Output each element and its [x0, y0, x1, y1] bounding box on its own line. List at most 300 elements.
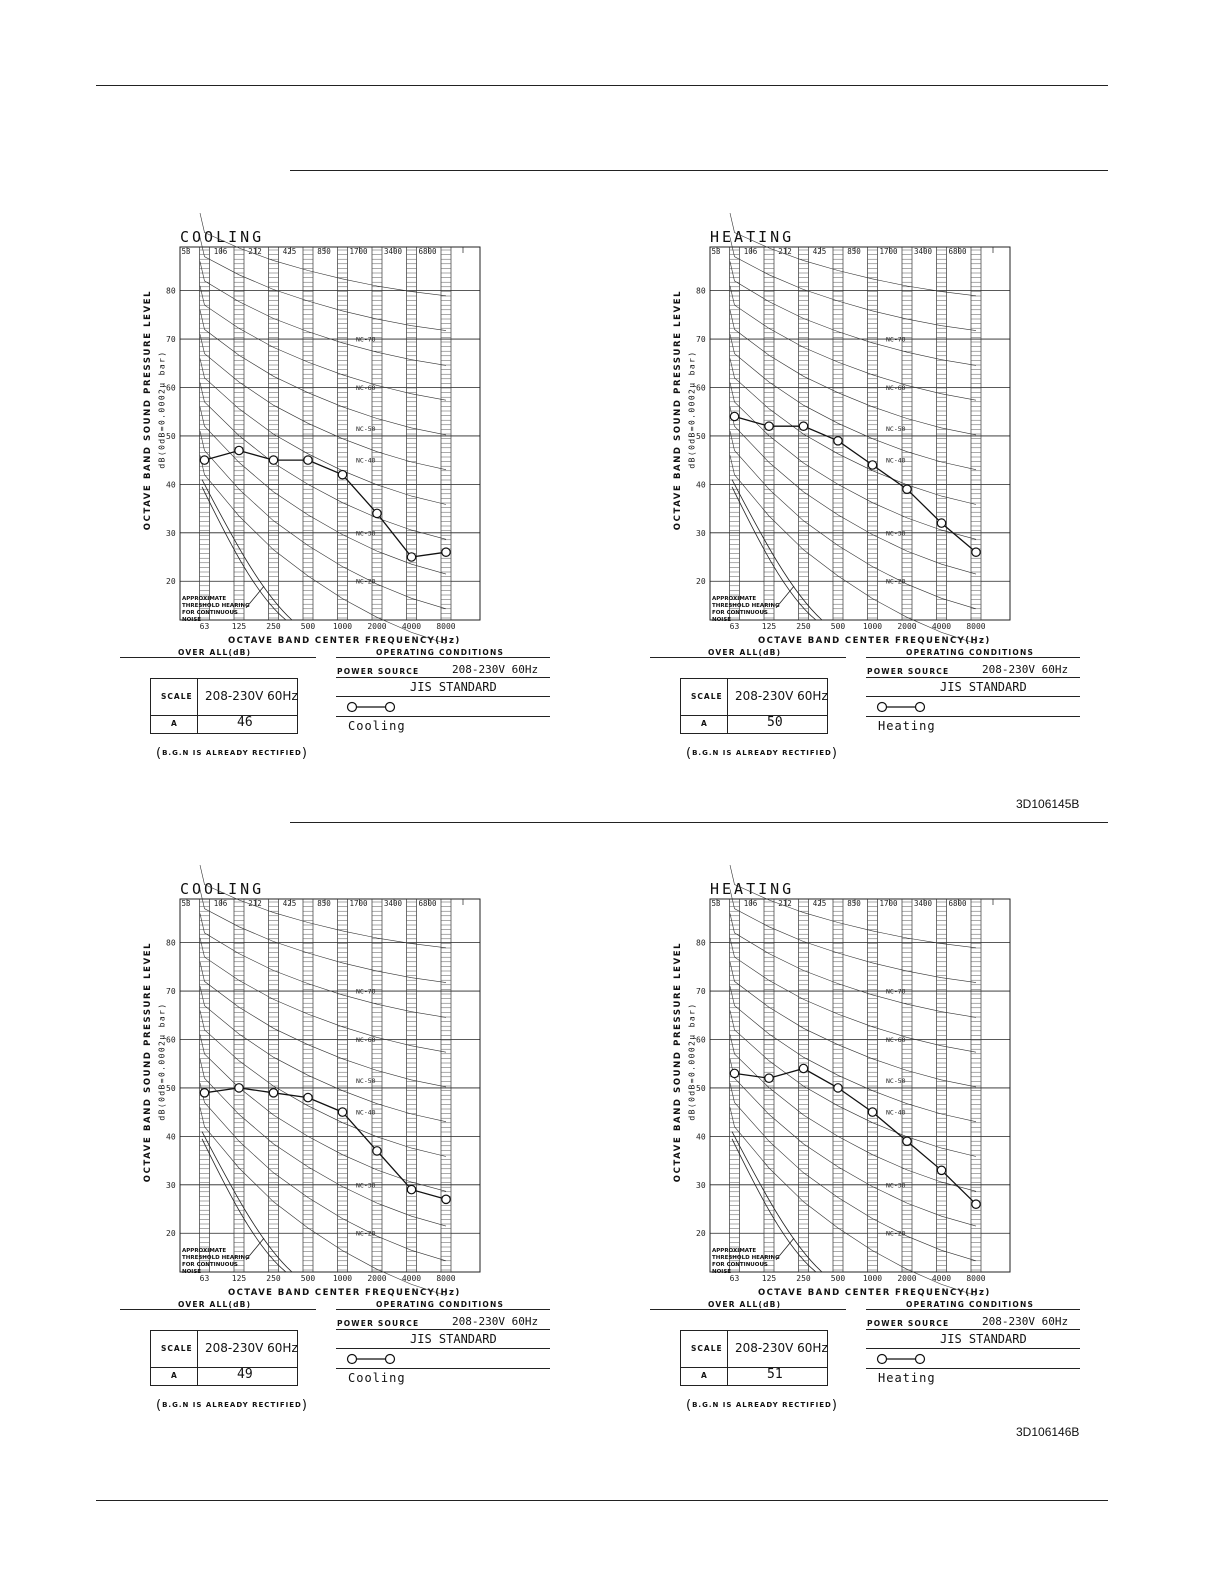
bgn-note-text: B.G.N IS ALREADY RECTIFIED	[162, 1401, 302, 1409]
x-tick-label: 4000	[931, 1274, 952, 1283]
x-tick-label: 125	[231, 622, 247, 631]
data-point	[903, 1137, 911, 1145]
nc-label: NC-40	[886, 456, 906, 465]
band-column	[868, 899, 878, 1272]
x-tick-label: 1000	[862, 622, 883, 631]
data-point	[373, 509, 381, 517]
band-column	[372, 899, 382, 1272]
x-tick-label: 250	[266, 1274, 281, 1283]
data-point	[834, 1084, 842, 1092]
scale-value: 208-230V 60Hz	[735, 1341, 828, 1355]
band-column	[303, 899, 313, 1272]
x-axis-label: OCTAVE BAND CENTER FREQUENCY(Hz)	[758, 1288, 991, 1298]
chart-title: COOLING	[180, 228, 265, 246]
y-tick-label: 80	[166, 286, 176, 296]
band-column	[338, 899, 348, 1272]
nc-label: NC-50	[886, 425, 906, 434]
paren-close: )	[831, 1398, 838, 1413]
y-tick-label: 70	[166, 335, 176, 345]
threshold-note-line: APPROXIMATE	[182, 1248, 227, 1254]
overall-a-value: 49	[237, 1367, 253, 1382]
nc-curve	[730, 962, 976, 1087]
drawing-code-2: 3D106146B	[1016, 1425, 1080, 1439]
over-all-rule	[120, 1309, 316, 1310]
nc-label: NC-30	[886, 529, 906, 538]
standard-label: JIS STANDARD	[410, 680, 497, 694]
nc-label: NC-40	[886, 1108, 906, 1117]
data-point	[269, 1089, 277, 1097]
operating-title: OPERATING CONDITIONS	[376, 1300, 505, 1309]
threshold-note-line: FOR CONTINUOUS	[712, 610, 768, 616]
y-tick-label: 70	[696, 335, 706, 345]
bgn-note	[686, 746, 838, 761]
threshold-note-line: NOISE	[712, 617, 732, 623]
band-column	[868, 247, 878, 620]
x-tick-label: 250	[796, 1274, 811, 1283]
nc-label: NC-20	[356, 577, 376, 586]
nc-curve	[200, 938, 446, 1052]
nc-label: NC-50	[356, 1077, 376, 1086]
threshold-note-line: NOISE	[182, 1269, 202, 1275]
band-edge-label: 106	[743, 247, 758, 256]
threshold-note-line: THRESHOLD HEARING	[712, 603, 780, 609]
y-axis-label: OCTAVE BAND SOUND PRESSURE LEVEL	[143, 289, 153, 531]
data-point	[269, 456, 277, 464]
band-edge-label: 3400	[383, 899, 403, 908]
paren-open: (	[156, 746, 163, 761]
threshold-note-line: FOR CONTINUOUS	[182, 1262, 238, 1268]
data-point	[834, 437, 842, 445]
y-tick-label: 20	[166, 1229, 176, 1239]
mode-label: Heating	[878, 719, 936, 733]
chart-panel-cooling-1	[130, 220, 550, 780]
band-edge-label: 6800	[948, 247, 967, 256]
y-tick-label: 60	[166, 383, 176, 393]
nc-label: NC-60	[356, 383, 376, 392]
y-tick-label: 20	[696, 1229, 706, 1239]
operating-title: OPERATING CONDITIONS	[376, 648, 505, 657]
y-axis-sublabel: dB(0dB=0.0002μ bar)	[157, 1002, 167, 1121]
band-edge-label: 6800	[418, 899, 437, 908]
band-edge-label: 850	[847, 247, 861, 256]
band-column	[730, 899, 740, 1272]
bgn-note-text: B.G.N IS ALREADY RECTIFIED	[162, 749, 302, 757]
chart-panel-heating-2	[660, 872, 1080, 1432]
band-column	[971, 899, 981, 1272]
power-source-value: 208-230V 60Hz	[452, 1315, 539, 1328]
data-point	[937, 519, 945, 527]
legend-rule	[866, 716, 1080, 717]
band-edge-label: 1700	[879, 899, 898, 908]
overall-a-value: 51	[767, 1367, 783, 1382]
data-point	[765, 1074, 773, 1082]
nc-label: NC-60	[886, 1035, 906, 1044]
top-rule	[96, 85, 1108, 86]
a-label: A	[171, 1371, 177, 1380]
x-tick-label: 250	[796, 622, 811, 631]
threshold-note	[182, 596, 250, 624]
band-column	[902, 247, 912, 620]
data-point	[868, 1108, 876, 1116]
nc-curve	[200, 262, 446, 366]
scale-value: 208-230V 60Hz	[205, 1341, 298, 1355]
y-tick-label: 80	[166, 938, 176, 948]
paren-close: )	[301, 746, 308, 761]
nc-label: NC-60	[356, 1035, 376, 1044]
band-edge-label: 106	[213, 247, 228, 256]
y-tick-label: 40	[166, 480, 176, 490]
bgn-note-text: B.G.N IS ALREADY RECTIFIED	[692, 749, 832, 757]
nc-curve	[730, 262, 976, 366]
operating-rule	[866, 1309, 1080, 1310]
legend-symbol	[878, 1355, 925, 1364]
nc-label: NC-50	[886, 1077, 906, 1086]
over-all-rule	[120, 657, 316, 658]
chart-panel-cooling-2	[130, 872, 550, 1432]
series-line	[205, 451, 447, 558]
nc-label: NC-70	[356, 335, 376, 344]
threshold-note-line: THRESHOLD HEARING	[712, 1255, 780, 1261]
nc-curve	[730, 286, 976, 400]
over-all-title: OVER ALL(dB)	[178, 1300, 252, 1309]
data-point	[799, 422, 807, 430]
band-edge-label: 53	[711, 899, 721, 908]
plot-frame	[180, 247, 480, 620]
legend-rule	[866, 1368, 1080, 1369]
nc-label: NC-30	[356, 1181, 376, 1190]
y-tick-label: 30	[166, 528, 176, 538]
section-rule-2	[290, 822, 1108, 823]
x-tick-label: 500	[300, 622, 316, 631]
data-point	[730, 412, 738, 420]
a-label: A	[701, 719, 707, 728]
power-source-rule	[866, 677, 1080, 678]
scale-label: SCALE	[691, 1344, 723, 1353]
y-tick-label: 60	[696, 1035, 706, 1045]
band-edge-label: 850	[317, 247, 331, 256]
threshold-note	[712, 1248, 780, 1276]
band-edge-label: 850	[847, 899, 861, 908]
legend-symbol	[348, 703, 395, 712]
over-all-table	[680, 678, 828, 734]
data-point	[235, 1084, 243, 1092]
nc-curve	[200, 310, 446, 435]
x-tick-label: 63	[729, 622, 740, 631]
band-edge-label: 1700	[879, 247, 898, 256]
threshold-note-line: FOR CONTINUOUS	[712, 1262, 768, 1268]
paren-open: (	[156, 1398, 163, 1413]
band-edge-label: 3400	[913, 899, 933, 908]
data-point	[407, 1185, 415, 1193]
data-point	[765, 422, 773, 430]
power-source-value: 208-230V 60Hz	[982, 663, 1069, 676]
plot-frame	[180, 899, 480, 1272]
y-tick-label: 50	[696, 1083, 706, 1093]
data-point	[407, 553, 415, 561]
operating-rule	[866, 657, 1080, 658]
threshold-note-line: NOISE	[182, 617, 202, 623]
chart-title: COOLING	[180, 880, 265, 898]
standard-label: JIS STANDARD	[940, 680, 1027, 694]
x-tick-label: 8000	[966, 1274, 986, 1283]
band-edge-label: 850	[317, 899, 331, 908]
band-column	[902, 899, 912, 1272]
nc-label: NC-30	[886, 1181, 906, 1190]
band-edge-label: 425	[282, 899, 297, 908]
power-source-value: 208-230V 60Hz	[982, 1315, 1069, 1328]
data-point	[200, 456, 208, 464]
overall-a-value: 46	[237, 715, 253, 730]
band-edge-label: 106	[213, 899, 228, 908]
band-edge-label: 3400	[383, 247, 403, 256]
band-edge-label: 3400	[913, 247, 933, 256]
power-source-label: POWER SOURCE	[337, 667, 420, 676]
over-all-title: OVER ALL(dB)	[708, 1300, 782, 1309]
band-column	[303, 247, 313, 620]
x-tick-label: 4000	[931, 622, 952, 631]
band-edge-label: 425	[812, 899, 827, 908]
band-edge-label: 1700	[349, 247, 368, 256]
over-all-title: OVER ALL(dB)	[708, 648, 782, 657]
y-tick-label: 60	[696, 383, 706, 393]
chart-panel-heating-1	[660, 220, 1080, 780]
paren-open: (	[686, 746, 693, 761]
nc-label: NC-40	[356, 456, 376, 465]
band-edge-label: 106	[743, 899, 758, 908]
bgn-note	[686, 1398, 838, 1413]
x-tick-label: 125	[761, 622, 777, 631]
band-edge-label: 425	[282, 247, 297, 256]
data-point	[730, 1069, 738, 1077]
band-edge-label: 1700	[349, 899, 368, 908]
x-tick-label: 8000	[436, 1274, 456, 1283]
x-tick-label: 63	[729, 1274, 740, 1283]
data-point	[200, 1089, 208, 1097]
y-tick-label: 80	[696, 286, 706, 296]
data-point	[373, 1147, 381, 1155]
data-point	[304, 456, 312, 464]
x-tick-label: 500	[830, 1274, 846, 1283]
y-tick-label: 70	[166, 987, 176, 997]
threshold-note-line: APPROXIMATE	[182, 596, 227, 602]
nc-label: NC-20	[886, 1229, 906, 1238]
nc-label: NC-60	[886, 383, 906, 392]
band-edge-label: 53	[181, 247, 191, 256]
nc-label: NC-40	[356, 1108, 376, 1117]
band-edge-label: 425	[812, 247, 827, 256]
legend-symbol	[878, 703, 925, 712]
nc-curve	[200, 1083, 446, 1261]
y-tick-label: 20	[166, 577, 176, 587]
y-tick-label: 40	[166, 1132, 176, 1142]
standard-rule	[866, 696, 1080, 697]
data-point	[972, 1200, 980, 1208]
over-all-table	[150, 678, 298, 734]
nc-curve	[730, 310, 976, 435]
drawing-code-1: 3D106145B	[1016, 797, 1080, 811]
nc-label: NC-20	[356, 1229, 376, 1238]
power-source-label: POWER SOURCE	[337, 1319, 420, 1328]
band-edge-label: 212	[248, 899, 262, 908]
scale-label: SCALE	[691, 692, 723, 701]
scale-value: 208-230V 60Hz	[735, 689, 828, 703]
chart-title: HEATING	[710, 880, 795, 898]
band-column	[338, 247, 348, 620]
a-label: A	[701, 1371, 707, 1380]
x-tick-label: 1000	[332, 622, 353, 631]
y-tick-label: 30	[166, 1180, 176, 1190]
data-point	[442, 1195, 450, 1203]
power-source-value: 208-230V 60Hz	[452, 663, 539, 676]
bottom-rule	[96, 1500, 1108, 1501]
standard-label: JIS STANDARD	[410, 1332, 497, 1346]
y-tick-label: 40	[696, 1132, 706, 1142]
band-column	[833, 247, 843, 620]
x-tick-label: 1000	[862, 1274, 883, 1283]
nc-label: NC-20	[886, 577, 906, 586]
y-tick-label: 40	[696, 480, 706, 490]
x-axis-label: OCTAVE BAND CENTER FREQUENCY(Hz)	[758, 636, 991, 646]
band-column	[269, 899, 279, 1272]
bgn-note	[156, 1398, 308, 1413]
power-source-rule	[336, 1329, 550, 1330]
plot-frame	[710, 247, 1010, 620]
band-column	[372, 247, 382, 620]
threshold-note-line: NOISE	[712, 1269, 732, 1275]
operating-rule	[336, 1309, 550, 1310]
x-tick-label: 125	[761, 1274, 777, 1283]
band-column	[200, 899, 210, 1272]
data-point	[304, 1093, 312, 1101]
operating-title: OPERATING CONDITIONS	[906, 648, 1035, 657]
y-axis-sublabel: dB(0dB=0.0002μ bar)	[687, 1002, 697, 1121]
over-all-title: OVER ALL(dB)	[178, 648, 252, 657]
nc-curve	[730, 914, 976, 1018]
bgn-note	[156, 746, 308, 761]
band-edge-label: 6800	[948, 899, 967, 908]
a-label: A	[171, 719, 177, 728]
x-tick-label: 1000	[332, 1274, 353, 1283]
nc-label: NC-70	[356, 987, 376, 996]
standard-label: JIS STANDARD	[940, 1332, 1027, 1346]
data-point	[442, 548, 450, 556]
bgn-note-text: B.G.N IS ALREADY RECTIFIED	[692, 1401, 832, 1409]
data-point	[972, 548, 980, 556]
x-tick-label: 4000	[401, 622, 422, 631]
operating-rule	[336, 657, 550, 658]
overall-a-value: 50	[767, 715, 783, 730]
data-point	[937, 1166, 945, 1174]
legend-symbol	[348, 1355, 395, 1364]
y-tick-label: 30	[696, 528, 706, 538]
band-column	[441, 247, 451, 620]
over-all-table	[150, 1330, 298, 1386]
scale-label: SCALE	[161, 1344, 193, 1353]
y-axis-sublabel: dB(0dB=0.0002μ bar)	[157, 350, 167, 469]
x-tick-label: 63	[199, 1274, 210, 1283]
threshold-note-line: THRESHOLD HEARING	[182, 1255, 250, 1261]
x-tick-label: 250	[266, 622, 281, 631]
x-tick-label: 2000	[897, 622, 917, 631]
scale-label: SCALE	[161, 692, 193, 701]
band-column	[799, 899, 809, 1272]
x-axis-label: OCTAVE BAND CENTER FREQUENCY(Hz)	[228, 1288, 461, 1298]
x-tick-label: 500	[830, 622, 846, 631]
threshold-note-line: APPROXIMATE	[712, 596, 757, 602]
standard-rule	[866, 1348, 1080, 1349]
x-tick-label: 8000	[966, 622, 986, 631]
threshold-note	[182, 1248, 250, 1276]
mode-label: Cooling	[348, 1371, 406, 1385]
x-tick-label: 2000	[367, 622, 387, 631]
band-edge-label: 53	[181, 899, 191, 908]
band-column	[799, 247, 809, 620]
band-edge-label: 6800	[418, 247, 437, 256]
data-point	[903, 485, 911, 493]
y-tick-label: 50	[166, 1083, 176, 1093]
band-column	[200, 247, 210, 620]
over-all-rule	[650, 657, 846, 658]
band-column	[269, 247, 279, 620]
threshold-note-line: FOR CONTINUOUS	[182, 610, 238, 616]
x-tick-label: 63	[199, 622, 210, 631]
x-tick-label: 8000	[436, 622, 456, 631]
x-axis-label: OCTAVE BAND CENTER FREQUENCY(Hz)	[228, 636, 461, 646]
paren-open: (	[686, 1398, 693, 1413]
threshold-note	[712, 596, 780, 624]
y-tick-label: 30	[696, 1180, 706, 1190]
band-edge-label: 212	[248, 247, 262, 256]
operating-title: OPERATING CONDITIONS	[906, 1300, 1035, 1309]
data-point	[868, 461, 876, 469]
nc-label: NC-30	[356, 529, 376, 538]
y-tick-label: 20	[696, 577, 706, 587]
section-rule-1	[290, 170, 1108, 171]
over-all-table	[680, 1330, 828, 1386]
x-tick-label: 2000	[367, 1274, 387, 1283]
band-column	[730, 247, 740, 620]
band-edge-label: 53	[711, 247, 721, 256]
y-tick-label: 50	[166, 431, 176, 441]
power-source-rule	[336, 677, 550, 678]
x-tick-label: 2000	[897, 1274, 917, 1283]
power-source-label: POWER SOURCE	[867, 1319, 950, 1328]
y-tick-label: 50	[696, 431, 706, 441]
x-tick-label: 500	[300, 1274, 316, 1283]
scale-value: 208-230V 60Hz	[205, 689, 298, 703]
band-edge-label: 212	[778, 899, 792, 908]
x-tick-label: 125	[231, 1274, 247, 1283]
nc-label: NC-70	[886, 987, 906, 996]
y-axis-label: OCTAVE BAND SOUND PRESSURE LEVEL	[673, 289, 683, 531]
x-tick-label: 4000	[401, 1274, 422, 1283]
nc-curve	[200, 286, 446, 400]
nc-curve	[200, 431, 446, 609]
power-source-label: POWER SOURCE	[867, 667, 950, 676]
paren-close: )	[831, 746, 838, 761]
band-column	[971, 247, 981, 620]
mode-label: Heating	[878, 1371, 936, 1385]
y-tick-label: 80	[696, 938, 706, 948]
nc-label: NC-50	[356, 425, 376, 434]
mode-label: Cooling	[348, 719, 406, 733]
y-axis-label: OCTAVE BAND SOUND PRESSURE LEVEL	[673, 941, 683, 1183]
standard-rule	[336, 696, 550, 697]
data-point	[338, 471, 346, 479]
plot-frame	[710, 899, 1010, 1272]
standard-rule	[336, 1348, 550, 1349]
legend-rule	[336, 716, 550, 717]
